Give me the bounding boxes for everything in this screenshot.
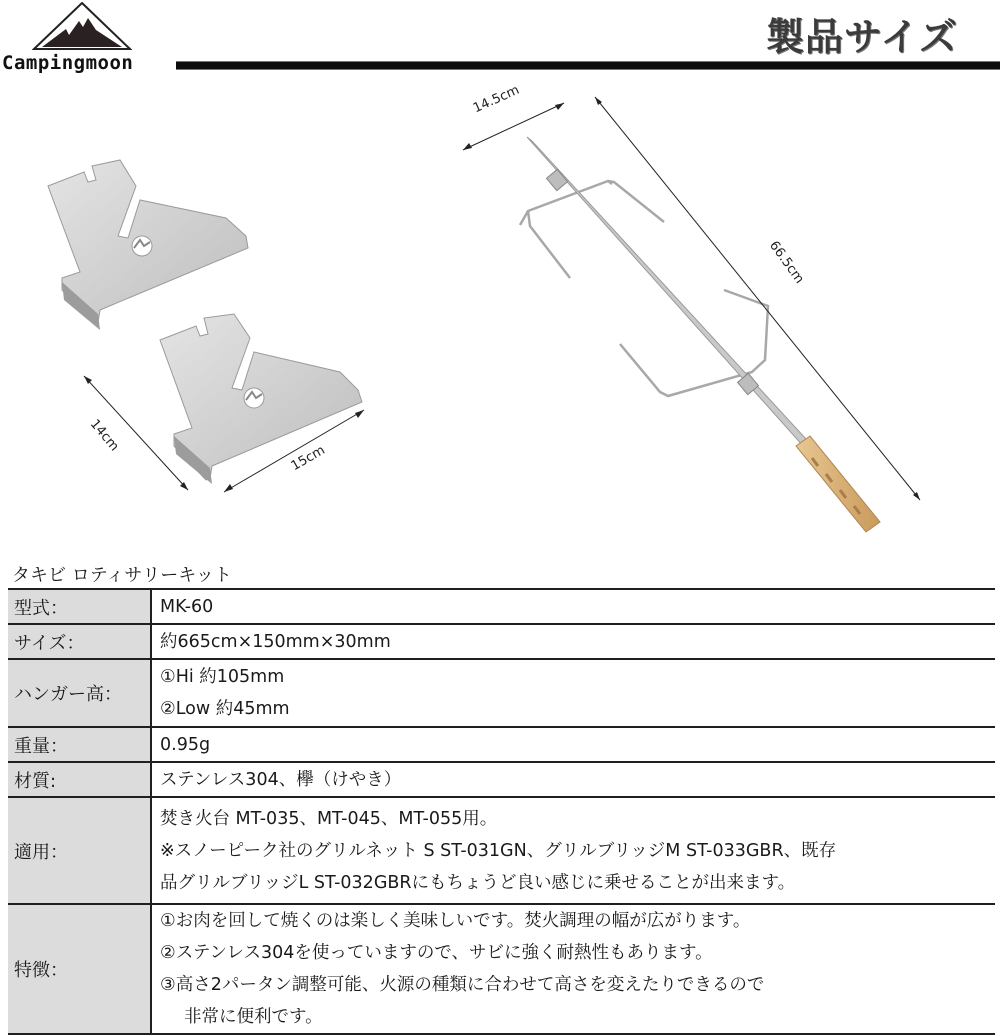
- dimension-label-hanger-width: 15cm: [288, 442, 328, 475]
- spec-label: 適用：: [8, 797, 151, 904]
- spec-value: [151, 624, 995, 659]
- dimension-label-fork-width: 14.5cm: [471, 82, 522, 117]
- spec-value: [151, 727, 995, 762]
- spec-value-line: 品グリルブリッジL ST-032GBRにもちょうど良い感じに乗せることが出来ます。: [160, 872, 796, 893]
- hanger-plate-lower: [160, 314, 362, 484]
- spec-value: [151, 797, 995, 904]
- spec-label: 特徴：: [8, 904, 151, 1034]
- spec-value-line: ステンレス304、欅（けやき）: [160, 769, 402, 790]
- dimension-label-spit-length: 66.5cm: [765, 238, 807, 287]
- header-divider: [176, 61, 1000, 70]
- dimension-line-66-5cm: [595, 97, 920, 500]
- spec-value-line: MK-60: [160, 596, 214, 617]
- dimension-label-hanger-height: 14cm: [86, 416, 122, 455]
- product-images: [0, 75, 1000, 555]
- spec-value-line: ①お肉を回して焼くのは楽しく美味しいです。焚火調理の幅が広がります。: [160, 911, 751, 931]
- spec-row-size: [8, 624, 995, 659]
- brand-logo: [0, 0, 175, 80]
- spec-value-line: ③高さ2パータン調整可能、火源の種類に合わせて高さを変えたりできるので: [160, 975, 765, 995]
- hanger-plate-upper: [48, 160, 248, 330]
- spec-value-line: 0.95g: [160, 734, 211, 755]
- spec-label: 型式：: [8, 589, 151, 624]
- spec-value: [151, 659, 995, 727]
- spec-value: [151, 904, 995, 1034]
- spec-row-weight: [8, 727, 995, 762]
- spec-value: [151, 589, 995, 624]
- wooden-handle: [796, 436, 880, 532]
- spec-value-line: ※スノーピーク社のグリルネット S ST-031GN、グリルブリッジM ST-033GBR、既存: [160, 840, 837, 861]
- spec-value-line: ①Hi 約105mm: [160, 667, 285, 687]
- spec-value-line: 焚き火台 MT-035、MT-045、MT-055用。: [160, 808, 498, 829]
- spec-label: サイズ：: [8, 624, 151, 659]
- product-name-caption: タキビ ロティサリーキット: [12, 565, 232, 586]
- spec-row-model: [8, 589, 995, 624]
- spec-row-compatibility: [8, 797, 995, 904]
- mountain-logo-icon: [32, 2, 132, 50]
- spec-value-line: 非常に便利です。: [184, 1007, 323, 1027]
- product-illustration: [0, 75, 1000, 555]
- spec-value: [151, 762, 995, 797]
- brand-name: Campingmoon: [2, 52, 134, 74]
- spec-value-line: ②ステンレス304を使っていますので、サビに強く耐熱性もあります。: [160, 943, 713, 963]
- spec-row-hanger-height: [8, 659, 995, 727]
- rotisserie-spit: [520, 137, 880, 532]
- spec-value-line: 約665cm×150mm×30mm: [160, 631, 391, 652]
- spec-table: [8, 588, 995, 1035]
- spec-label: ハンガー高：: [8, 659, 151, 727]
- spec-row-material: [8, 762, 995, 797]
- spec-label: 材質:: [8, 762, 151, 797]
- spec-row-features: [8, 904, 995, 1034]
- spec-label: 重量：: [8, 727, 151, 762]
- spec-value-line: ②Low 約45mm: [160, 699, 290, 719]
- page-title: 製品サイズ: [766, 15, 958, 59]
